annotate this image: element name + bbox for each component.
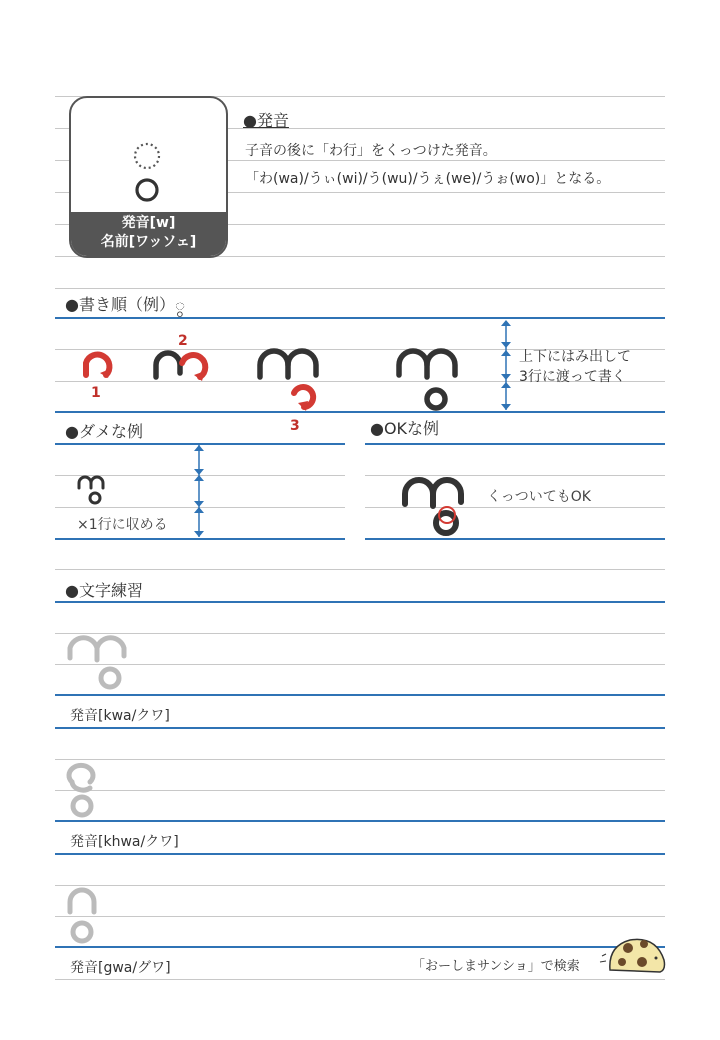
bad-example-heading: ●ダメな例 (65, 422, 143, 441)
pronunciation-text-2: 「わ(wa)/うぃ(wi)/う(wu)/うぇ(we)/うぉ(wo)」となる。 (245, 171, 611, 187)
stroke-step-2-glyph (150, 345, 220, 385)
rule-line (228, 224, 665, 225)
blue-rule (55, 317, 665, 319)
rule-line (55, 160, 69, 161)
rule-line (55, 759, 665, 760)
blue-rule (55, 853, 665, 855)
stroke-step-2-number: 2 (178, 333, 188, 349)
blue-rule (55, 694, 665, 696)
rule-line (55, 633, 665, 634)
ok-example-note: くっついてもOK (487, 489, 591, 505)
practice-glyph-gwa (66, 884, 106, 944)
practice-heading: ●文字練習 (65, 581, 143, 600)
rule-line (55, 790, 665, 791)
stroke-step-1-number: 1 (91, 385, 101, 401)
bad-example-note: ×1行に収める (77, 517, 168, 533)
card-footer (71, 212, 226, 256)
blue-rule (55, 601, 665, 603)
rule-line (55, 569, 665, 570)
stroke-final-glyph (393, 345, 463, 415)
rule-line (55, 192, 69, 193)
rule-line (55, 224, 69, 225)
rule-line (228, 128, 665, 129)
stroke-note-1: 上下にはみ出して (519, 349, 631, 365)
medial-wa-dotted-glyph (71, 98, 226, 218)
character-card (69, 96, 228, 258)
blue-rule (55, 411, 665, 413)
blue-rule (365, 443, 665, 445)
stroke-note-2: 3行に渡って書く (519, 369, 626, 385)
pronunciation-heading: ●発音 (243, 111, 289, 130)
rule-line (55, 664, 665, 665)
blue-rule (55, 727, 665, 729)
stroke-order-heading: ●書き順（例）ွ (65, 295, 185, 314)
ok-example-glyph (400, 474, 470, 544)
stroke-step-3-number: 3 (290, 418, 300, 434)
blue-rule (55, 820, 665, 822)
rule-line (55, 916, 665, 917)
practice-label-gwa: 発音[gwa/グワ] (70, 960, 171, 976)
practice-glyph-kwa (66, 630, 136, 690)
height-arrow-icon (191, 443, 207, 539)
stroke-step-1-glyph (78, 345, 118, 385)
mascot-illustration (600, 932, 670, 976)
stroke-step-3-glyph (254, 345, 324, 415)
rule-line (228, 160, 665, 161)
bad-example-glyph (77, 476, 113, 506)
height-arrow-icon (498, 318, 514, 414)
rule-line (228, 192, 665, 193)
search-hint: 「おーしまサンショ」で検索 (412, 959, 580, 974)
blue-rule (55, 946, 665, 948)
practice-label-khwa: 発音[khwa/クワ] (70, 834, 179, 850)
rule-line (55, 885, 665, 886)
practice-label-kwa: 発音[kwa/クワ] (70, 708, 170, 724)
rule-line (55, 288, 665, 289)
card-name: 名前[ワッソェ] (100, 234, 197, 250)
rule-line (55, 128, 69, 129)
practice-glyph-khwa (66, 758, 106, 818)
ok-example-heading: ●OKな例 (370, 419, 440, 438)
card-pronunciation: 発音[w] (121, 215, 176, 231)
pronunciation-text-1: 子音の後に「わ行」をくっつけた発音。 (245, 143, 497, 159)
rule-line (55, 979, 665, 980)
